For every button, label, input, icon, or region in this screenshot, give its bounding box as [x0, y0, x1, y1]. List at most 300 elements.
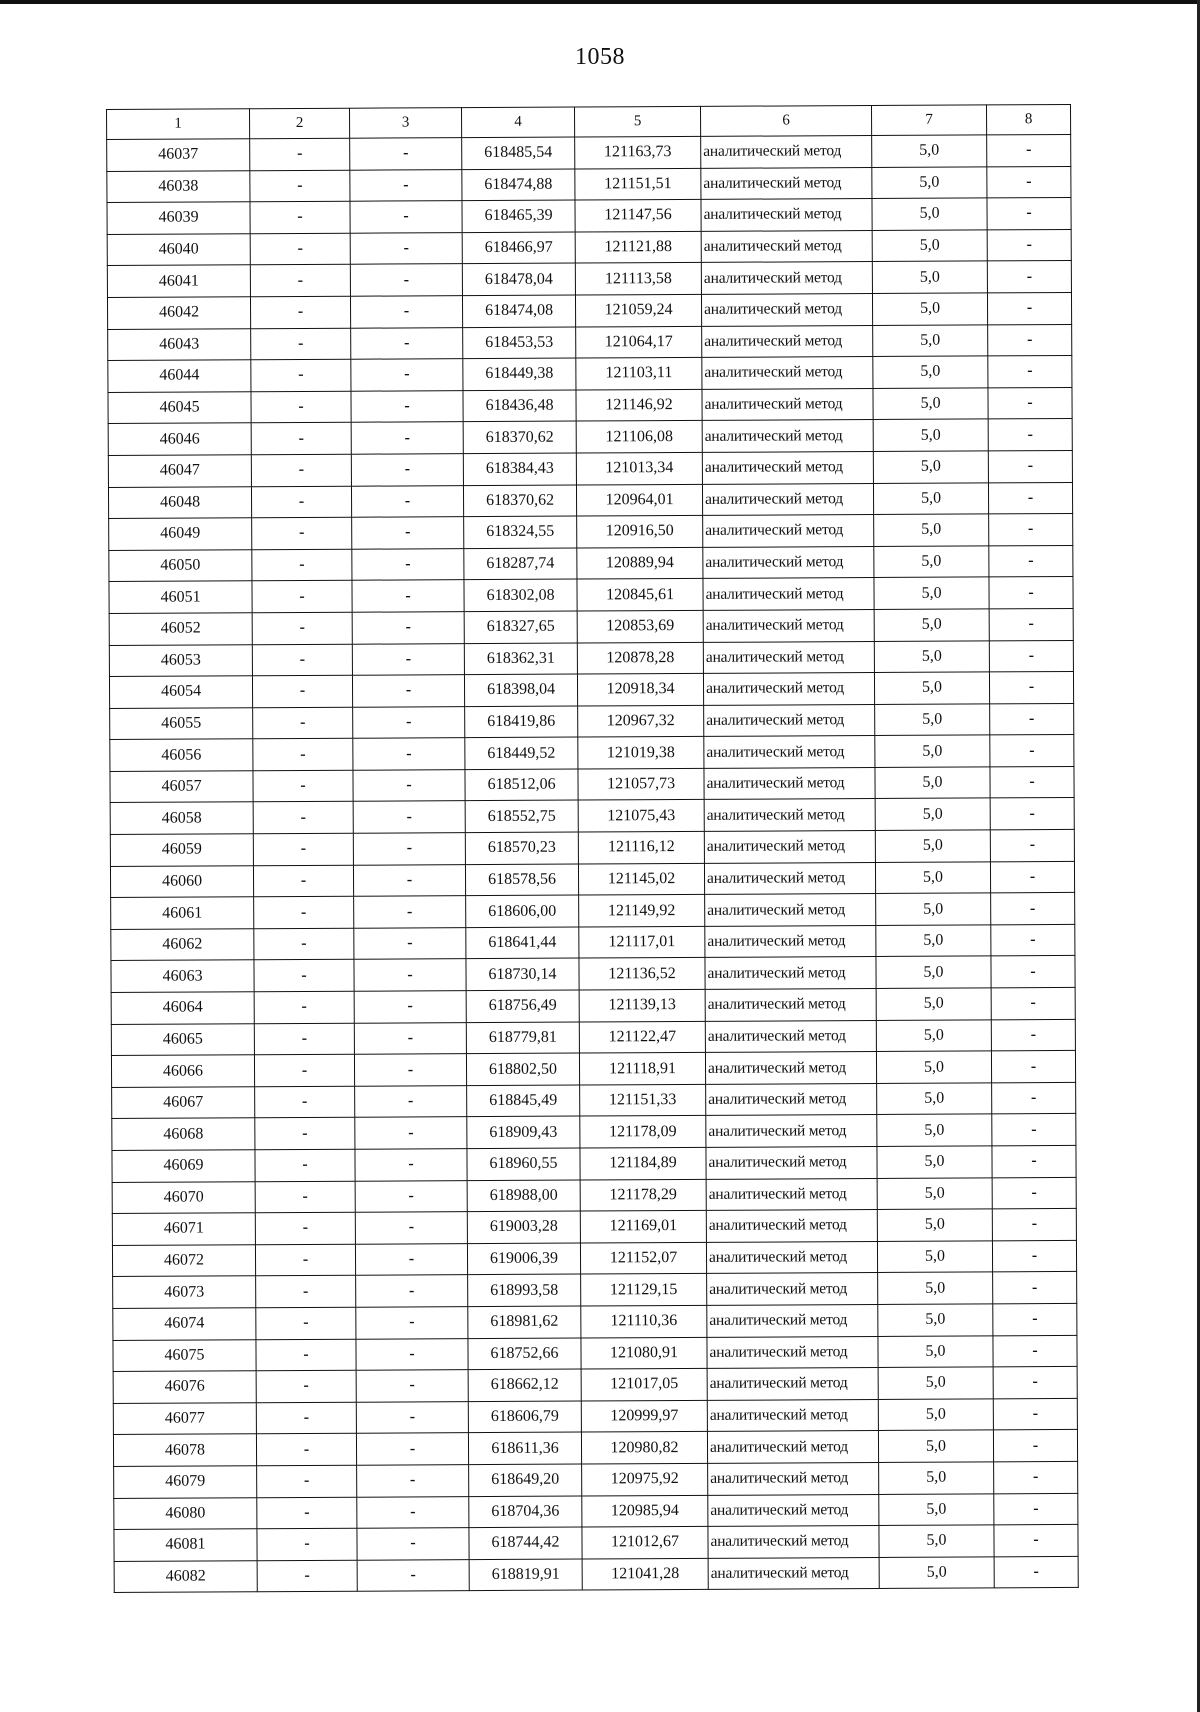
col3-cell: -: [352, 612, 464, 644]
column-header-4: 4: [461, 107, 574, 138]
x-coordinate-cell: 618474,88: [462, 169, 575, 201]
col3-cell: -: [353, 833, 465, 865]
point-number-cell: 46044: [108, 360, 251, 392]
method-cell: аналитический метод: [704, 767, 875, 799]
col2-cell: -: [257, 1528, 357, 1560]
point-number-cell: 46043: [108, 328, 251, 360]
accuracy-cell: 5,0: [878, 1304, 993, 1336]
accuracy-cell: 5,0: [875, 735, 990, 767]
col3-cell: -: [354, 1054, 466, 1086]
col2-cell: -: [254, 928, 354, 960]
col8-cell: -: [991, 924, 1075, 956]
point-number-cell: 46046: [108, 423, 251, 455]
table-row: [114, 1556, 1078, 1593]
point-number-cell: 46077: [113, 1402, 256, 1434]
x-coordinate-cell: 618649,20: [469, 1464, 582, 1496]
point-number-cell: 46080: [114, 1497, 257, 1529]
point-number-cell: 46072: [112, 1245, 255, 1277]
col3-cell: -: [354, 959, 466, 991]
col2-cell: -: [257, 1497, 357, 1529]
col2-cell: -: [254, 1054, 354, 1086]
col3-cell: -: [351, 390, 463, 422]
accuracy-cell: 5,0: [874, 672, 989, 704]
x-coordinate-cell: 618474,08: [462, 295, 575, 327]
col3-cell: -: [354, 1022, 466, 1054]
x-coordinate-cell: 618845,49: [467, 1085, 580, 1117]
col8-cell: -: [989, 545, 1073, 577]
col2-cell: -: [254, 896, 354, 928]
accuracy-cell: 5,0: [873, 482, 988, 514]
y-coordinate-cell: 121147,56: [575, 200, 701, 232]
accuracy-cell: 5,0: [877, 1241, 992, 1273]
point-number-cell: 46045: [108, 391, 251, 423]
col2-cell: -: [255, 1149, 355, 1181]
method-cell: аналитический метод: [701, 167, 872, 199]
x-coordinate-cell: 618362,31: [464, 643, 577, 675]
y-coordinate-cell: 121075,43: [578, 800, 704, 832]
col2-cell: -: [254, 1023, 354, 1055]
accuracy-cell: 5,0: [876, 988, 991, 1020]
point-number-cell: 46042: [107, 297, 250, 329]
x-coordinate-cell: 618453,53: [463, 327, 576, 359]
table-row: [111, 924, 1075, 961]
method-cell: аналитический метод: [704, 862, 875, 894]
col8-cell: -: [990, 735, 1074, 767]
point-number-cell: 46074: [113, 1308, 256, 1340]
col8-cell: -: [987, 229, 1071, 261]
col2-cell: -: [251, 359, 351, 391]
method-cell: аналитический метод: [707, 1399, 878, 1431]
x-coordinate-cell: 618578,56: [465, 864, 578, 896]
table-body: [107, 134, 1079, 1592]
point-number-cell: 46061: [111, 897, 254, 929]
table-row: [111, 1019, 1075, 1056]
y-coordinate-cell: 121169,01: [580, 1211, 706, 1243]
y-coordinate-cell: 120975,92: [582, 1463, 708, 1495]
table-row: [107, 292, 1071, 329]
accuracy-cell: 5,0: [877, 1177, 992, 1209]
col3-cell: -: [354, 927, 466, 959]
x-coordinate-cell: 618302,08: [464, 579, 577, 611]
y-coordinate-cell: 120985,94: [582, 1495, 708, 1527]
col8-cell: -: [991, 1051, 1075, 1083]
method-cell: аналитический метод: [704, 799, 875, 831]
col2-cell: -: [250, 233, 350, 265]
accuracy-cell: 5,0: [873, 388, 988, 420]
col8-cell: -: [989, 577, 1073, 609]
point-number-cell: 46075: [113, 1339, 256, 1371]
accuracy-cell: 5,0: [872, 293, 987, 325]
table-row: [110, 830, 1074, 867]
point-number-cell: 46062: [111, 929, 254, 961]
col2-cell: -: [254, 960, 354, 992]
y-coordinate-cell: 120980,82: [581, 1432, 707, 1464]
method-cell: аналитический метод: [708, 1526, 879, 1558]
method-cell: аналитический метод: [704, 704, 875, 736]
x-coordinate-cell: 618662,12: [468, 1369, 581, 1401]
point-number-cell: 46055: [110, 707, 253, 739]
col8-cell: -: [988, 324, 1072, 356]
table-row: [111, 893, 1075, 930]
col3-cell: -: [351, 359, 463, 391]
col8-cell: -: [987, 198, 1071, 230]
x-coordinate-cell: 618802,50: [466, 1053, 579, 1085]
y-coordinate-cell: 121117,01: [579, 926, 705, 958]
accuracy-cell: 5,0: [877, 1209, 992, 1241]
method-cell: аналитический метод: [707, 1304, 878, 1336]
method-cell: аналитический метод: [703, 641, 874, 673]
table-row: [107, 229, 1071, 266]
col3-cell: -: [352, 580, 464, 612]
method-cell: аналитический метод: [707, 1273, 878, 1305]
col3-cell: -: [354, 991, 466, 1023]
col3-cell: -: [356, 1307, 468, 1339]
x-coordinate-cell: 618384,43: [463, 453, 576, 485]
y-coordinate-cell: 121041,28: [582, 1558, 708, 1590]
method-cell: аналитический метод: [702, 325, 873, 357]
x-coordinate-cell: 618993,58: [468, 1274, 581, 1306]
col2-cell: -: [252, 612, 352, 644]
table-row: [107, 198, 1071, 235]
y-coordinate-cell: 120889,94: [577, 547, 703, 579]
y-coordinate-cell: 121059,24: [575, 294, 701, 326]
accuracy-cell: 5,0: [875, 704, 990, 736]
y-coordinate-cell: 120918,34: [577, 673, 703, 705]
col3-cell: -: [353, 801, 465, 833]
x-coordinate-cell: 619006,39: [467, 1243, 580, 1275]
x-coordinate-cell: 618552,75: [465, 801, 578, 833]
table-row: [110, 703, 1074, 740]
col8-cell: -: [994, 1493, 1078, 1525]
col2-cell: -: [251, 423, 351, 455]
table-row: [113, 1398, 1077, 1435]
table-row: [111, 1051, 1075, 1088]
method-cell: аналитический метод: [701, 135, 872, 167]
table-row: [110, 798, 1074, 835]
x-coordinate-cell: 618449,52: [465, 737, 578, 769]
accuracy-cell: 5,0: [877, 1146, 992, 1178]
col3-cell: -: [356, 1275, 468, 1307]
point-number-cell: 46054: [109, 676, 252, 708]
col2-cell: -: [256, 1402, 356, 1434]
method-cell: аналитический метод: [702, 357, 873, 389]
accuracy-cell: 5,0: [876, 956, 991, 988]
y-coordinate-cell: 121019,38: [578, 737, 704, 769]
point-number-cell: 46070: [112, 1181, 255, 1213]
point-number-cell: 46076: [113, 1371, 256, 1403]
table-row: [114, 1493, 1078, 1530]
table-row: [107, 134, 1071, 171]
y-coordinate-cell: 120964,01: [576, 484, 702, 516]
col8-cell: -: [991, 956, 1075, 988]
col8-cell: -: [988, 419, 1072, 451]
method-cell: аналитический метод: [706, 1241, 877, 1273]
method-cell: аналитический метод: [706, 1146, 877, 1178]
coordinates-table-container: [106, 104, 1079, 1593]
col2-cell: -: [251, 454, 351, 486]
col3-cell: -: [352, 643, 464, 675]
accuracy-cell: 5,0: [876, 1051, 991, 1083]
x-coordinate-cell: 618606,00: [466, 895, 579, 927]
point-number-cell: 46079: [114, 1466, 257, 1498]
accuracy-cell: 5,0: [873, 451, 988, 483]
point-number-cell: 46037: [107, 139, 250, 171]
y-coordinate-cell: 121151,51: [575, 168, 701, 200]
col8-cell: -: [992, 1209, 1076, 1241]
point-number-cell: 46057: [110, 771, 253, 803]
accuracy-cell: 5,0: [878, 1335, 993, 1367]
col8-cell: -: [991, 987, 1075, 1019]
y-coordinate-cell: 121149,92: [579, 895, 705, 927]
accuracy-cell: 5,0: [877, 1114, 992, 1146]
col2-cell: -: [253, 833, 353, 865]
method-cell: аналитический метод: [703, 578, 874, 610]
col2-cell: -: [256, 1307, 356, 1339]
method-cell: аналитический метод: [707, 1336, 878, 1368]
col8-cell: -: [988, 356, 1072, 388]
y-coordinate-cell: 121122,47: [579, 1021, 705, 1053]
table-row: [113, 1430, 1077, 1467]
method-cell: аналитический метод: [701, 199, 872, 231]
col2-cell: -: [252, 644, 352, 676]
x-coordinate-cell: 618756,49: [466, 990, 579, 1022]
y-coordinate-cell: 121129,15: [581, 1274, 707, 1306]
col2-cell: -: [252, 549, 352, 581]
accuracy-cell: 5,0: [872, 261, 987, 293]
col8-cell: -: [988, 450, 1072, 482]
table-row: [107, 261, 1071, 298]
col8-cell: -: [992, 1082, 1076, 1114]
point-number-cell: 46053: [109, 644, 252, 676]
point-number-cell: 46059: [110, 834, 253, 866]
col3-cell: -: [353, 770, 465, 802]
point-number-cell: 46056: [110, 739, 253, 771]
col3-cell: -: [356, 1401, 468, 1433]
x-coordinate-cell: 618570,23: [465, 832, 578, 864]
y-coordinate-cell: 121151,33: [580, 1084, 706, 1116]
accuracy-cell: 5,0: [872, 166, 987, 198]
col3-cell: -: [352, 548, 464, 580]
col3-cell: -: [357, 1559, 469, 1591]
accuracy-cell: 5,0: [872, 230, 987, 262]
method-cell: аналитический метод: [702, 483, 873, 515]
y-coordinate-cell: 121017,05: [581, 1369, 707, 1401]
method-cell: аналитический метод: [706, 1178, 877, 1210]
method-cell: аналитический метод: [701, 293, 872, 325]
x-coordinate-cell: 618819,91: [469, 1559, 582, 1591]
point-number-cell: 46078: [113, 1434, 256, 1466]
method-cell: аналитический метод: [705, 989, 876, 1021]
accuracy-cell: 5,0: [876, 1020, 991, 1052]
y-coordinate-cell: 121113,58: [575, 263, 701, 295]
point-number-cell: 46047: [108, 455, 251, 487]
column-header-1: 1: [107, 109, 250, 140]
y-coordinate-cell: 121163,73: [575, 136, 701, 168]
col3-cell: -: [355, 1243, 467, 1275]
column-header-3: 3: [349, 108, 461, 139]
method-cell: аналитический метод: [703, 609, 874, 641]
x-coordinate-cell: 618478,04: [462, 263, 575, 295]
table-row: [108, 482, 1072, 519]
y-coordinate-cell: 121116,12: [578, 831, 704, 863]
col3-cell: -: [357, 1528, 469, 1560]
accuracy-cell: 5,0: [879, 1525, 994, 1557]
point-number-cell: 46058: [110, 802, 253, 834]
accuracy-cell: 5,0: [875, 767, 990, 799]
table-row: [112, 1082, 1076, 1119]
point-number-cell: 46060: [110, 865, 253, 897]
col8-cell: -: [994, 1556, 1078, 1588]
method-cell: аналитический метод: [702, 420, 873, 452]
method-cell: аналитический метод: [708, 1557, 879, 1589]
x-coordinate-cell: 618287,74: [464, 548, 577, 580]
column-header-7: 7: [871, 105, 986, 136]
col8-cell: -: [987, 261, 1071, 293]
y-coordinate-cell: 121152,07: [580, 1242, 706, 1274]
table-row: [112, 1240, 1076, 1277]
table-row: [111, 987, 1075, 1024]
accuracy-cell: 5,0: [879, 1493, 994, 1525]
point-number-cell: 46041: [107, 265, 250, 297]
table-row: [114, 1525, 1078, 1562]
point-number-cell: 46052: [109, 613, 252, 645]
accuracy-cell: 5,0: [875, 862, 990, 894]
point-number-cell: 46050: [109, 549, 252, 581]
col8-cell: -: [990, 861, 1074, 893]
col8-cell: -: [994, 1525, 1078, 1557]
y-coordinate-cell: 120967,32: [578, 705, 704, 737]
page-number: 1058: [575, 44, 625, 70]
table-row: [109, 672, 1073, 709]
col3-cell: -: [350, 264, 462, 296]
accuracy-cell: 5,0: [873, 419, 988, 451]
col8-cell: -: [991, 893, 1075, 925]
col8-cell: -: [988, 482, 1072, 514]
accuracy-cell: 5,0: [877, 1083, 992, 1115]
table-row: [110, 735, 1074, 772]
table-row: [108, 450, 1072, 487]
y-coordinate-cell: 121064,17: [576, 326, 702, 358]
y-coordinate-cell: 121145,02: [578, 863, 704, 895]
col3-cell: -: [357, 1496, 469, 1528]
table-row: [108, 387, 1072, 424]
point-number-cell: 46073: [113, 1276, 256, 1308]
x-coordinate-cell: 619003,28: [467, 1211, 580, 1243]
col3-cell: -: [351, 485, 463, 517]
method-cell: аналитический метод: [705, 957, 876, 989]
top-border-rule: [0, 0, 1200, 4]
method-cell: аналитический метод: [708, 1462, 879, 1494]
col8-cell: -: [993, 1398, 1077, 1430]
point-number-cell: 46069: [112, 1150, 255, 1182]
y-coordinate-cell: 120853,69: [577, 610, 703, 642]
accuracy-cell: 5,0: [878, 1430, 993, 1462]
y-coordinate-cell: 121178,09: [580, 1116, 706, 1148]
col3-cell: -: [355, 1212, 467, 1244]
y-coordinate-cell: 121080,91: [581, 1337, 707, 1369]
method-cell: аналитический метод: [703, 515, 874, 547]
column-header-8: 8: [986, 104, 1070, 134]
method-cell: аналитический метод: [702, 451, 873, 483]
x-coordinate-cell: 618960,55: [467, 1148, 580, 1180]
y-coordinate-cell: 120916,50: [577, 516, 703, 548]
col8-cell: -: [989, 672, 1073, 704]
accuracy-cell: 5,0: [878, 1272, 993, 1304]
x-coordinate-cell: 618752,66: [468, 1338, 581, 1370]
column-header-6: 6: [700, 105, 871, 136]
col2-cell: -: [253, 802, 353, 834]
method-cell: аналитический метод: [705, 894, 876, 926]
col2-cell: -: [255, 1118, 355, 1150]
col2-cell: -: [250, 201, 350, 233]
col8-cell: -: [992, 1240, 1076, 1272]
col2-cell: -: [250, 170, 350, 202]
col8-cell: -: [993, 1272, 1077, 1304]
accuracy-cell: 5,0: [878, 1367, 993, 1399]
col8-cell: -: [989, 608, 1073, 640]
x-coordinate-cell: 618909,43: [467, 1116, 580, 1148]
table-row: [108, 324, 1072, 361]
col3-cell: -: [350, 296, 462, 328]
col3-cell: -: [356, 1433, 468, 1465]
col2-cell: -: [255, 1244, 355, 1276]
col3-cell: -: [355, 1149, 467, 1181]
y-coordinate-cell: 121121,88: [575, 231, 701, 263]
accuracy-cell: 5,0: [874, 546, 989, 578]
accuracy-cell: 5,0: [873, 324, 988, 356]
x-coordinate-cell: 618370,62: [463, 421, 576, 453]
col8-cell: -: [990, 830, 1074, 862]
table-row: [112, 1209, 1076, 1246]
col2-cell: -: [256, 1339, 356, 1371]
method-cell: аналитический метод: [705, 925, 876, 957]
method-cell: аналитический метод: [701, 230, 872, 262]
col8-cell: -: [989, 514, 1073, 546]
table-row: [107, 166, 1071, 203]
col2-cell: -: [252, 581, 352, 613]
col2-cell: -: [256, 1370, 356, 1402]
col2-cell: -: [251, 391, 351, 423]
point-number-cell: 46068: [112, 1118, 255, 1150]
accuracy-cell: 5,0: [874, 577, 989, 609]
point-number-cell: 46039: [107, 202, 250, 234]
col8-cell: -: [992, 1177, 1076, 1209]
accuracy-cell: 5,0: [874, 609, 989, 641]
x-coordinate-cell: 618779,81: [466, 1022, 579, 1054]
col2-cell: -: [251, 328, 351, 360]
x-coordinate-cell: 618398,04: [464, 674, 577, 706]
col2-cell: -: [256, 1276, 356, 1308]
col2-cell: -: [250, 296, 350, 328]
col3-cell: -: [354, 896, 466, 928]
accuracy-cell: 5,0: [876, 893, 991, 925]
col2-cell: -: [257, 1465, 357, 1497]
x-coordinate-cell: 618449,38: [463, 358, 576, 390]
y-coordinate-cell: 121012,67: [582, 1526, 708, 1558]
x-coordinate-cell: 618744,42: [469, 1527, 582, 1559]
col8-cell: -: [988, 387, 1072, 419]
y-coordinate-cell: 121184,89: [580, 1147, 706, 1179]
table-row: [109, 640, 1073, 677]
col3-cell: -: [356, 1370, 468, 1402]
table-row: [114, 1461, 1078, 1498]
coordinates-table: [106, 104, 1079, 1593]
y-coordinate-cell: 121136,52: [579, 958, 705, 990]
point-number-cell: 46081: [114, 1529, 257, 1561]
method-cell: аналитический метод: [703, 673, 874, 705]
col3-cell: -: [352, 517, 464, 549]
method-cell: аналитический метод: [705, 1052, 876, 1084]
